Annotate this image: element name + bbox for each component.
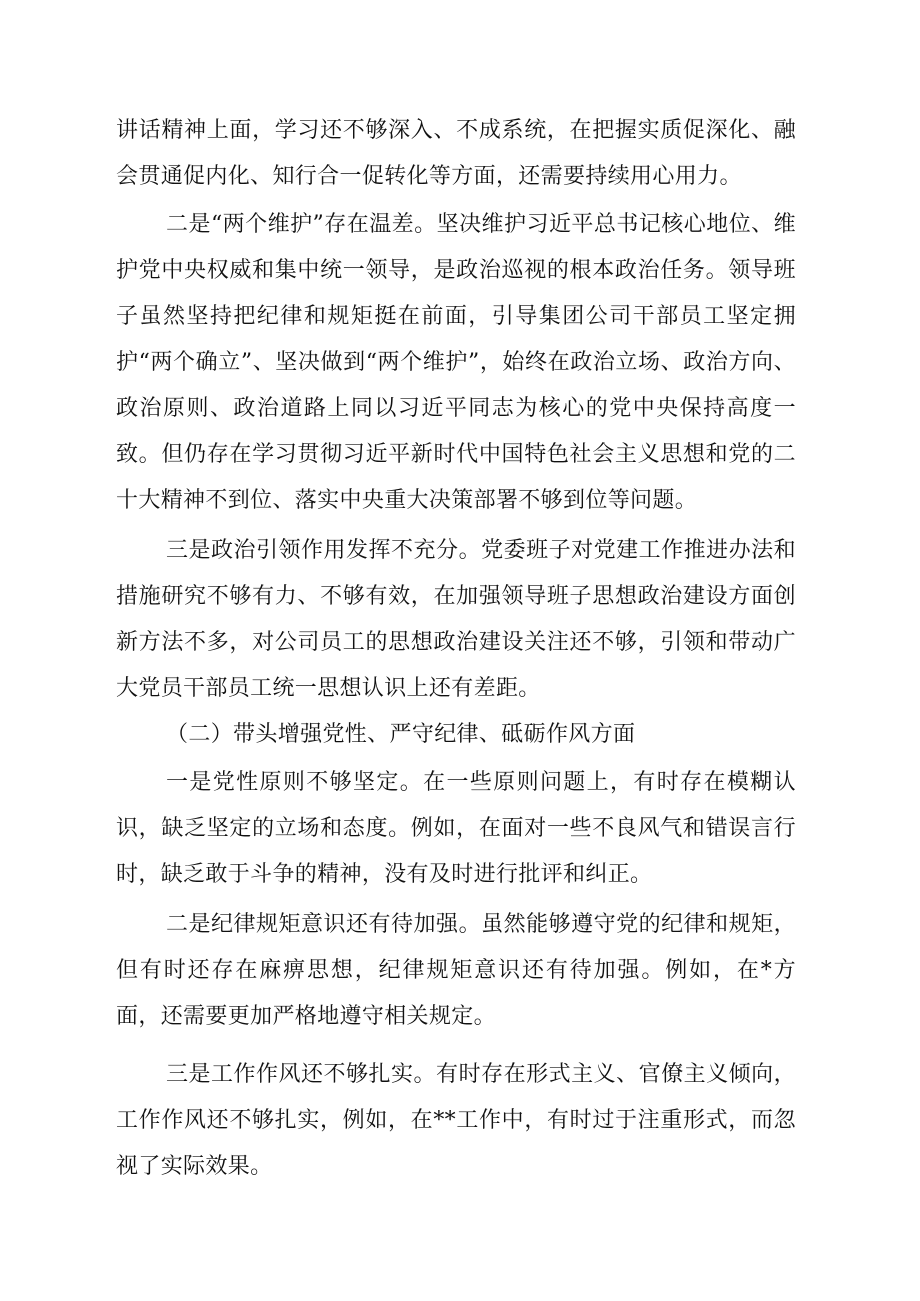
paragraph-two-maintenances: 二是“两个维护”存在温差。坚决维护习近平总书记核心地位、维护党中央权威和集中统一领导，是政治巡视的根本政治任务。领导班子虽然坚持把纪律和规矩挺在前面，引导集团公司干部员工坚定拥护“两个确立”、坚决做到“两个维护”，始终在政治立场、政治方向、政治原则、政治道路上同以习近平同志为核心的党中央保持高度一致。但仍存在学习贯彻习近平新时代中国特色社会主义思想和党的二十大精神不到位、落实中央重大决策部署不够到位等问题。 bbox=[116, 212, 796, 513]
paragraph-continuation: 讲话精神上面，学习还不够深入、不成系统，在把握实质促深化、融会贯通促内化、知行合一促转化等方面，还需要持续用心用力。 bbox=[116, 118, 796, 189]
paragraph-party-spirit: 一是党性原则不够坚定。在一些原则问题上，有时存在模糊认识，缺乏坚定的立场和态度。例如，在面对一些不良风气和错误言行时，缺乏敢于斗争的精神，没有及时进行批评和纠正。 bbox=[116, 770, 796, 887]
paragraph-work-style: 三是工作作风还不够扎实。有时存在形式主义、官僚主义倾向，工作作风还不够扎实，例如，在**工作中，有时过于注重形式，而忽视了实际效果。 bbox=[116, 1062, 796, 1179]
paragraph-political-leadership: 三是政治引领作用发挥不充分。党委班子对党建工作推进办法和措施研究不够有力、不够有效，在加强领导班子思想政治建设方面创新方法不多，对公司员工的思想政治建设关注还不够，引领和带动广大党员干部员工统一思想认识上还有差距。 bbox=[116, 538, 796, 701]
document-body bbox=[116, 108, 796, 1190]
section-heading-two: （二）带头增强党性、严守纪律、砥砺作风方面 bbox=[166, 722, 636, 747]
paragraph-discipline: 二是纪律规矩意识还有待加强。虽然能够遵守党的纪律和规矩，但有时还存在麻痹思想，纪律规矩意识还有待加强。例如，在*方面，还需要更加严格地遵守相关规定。 bbox=[116, 912, 796, 1029]
